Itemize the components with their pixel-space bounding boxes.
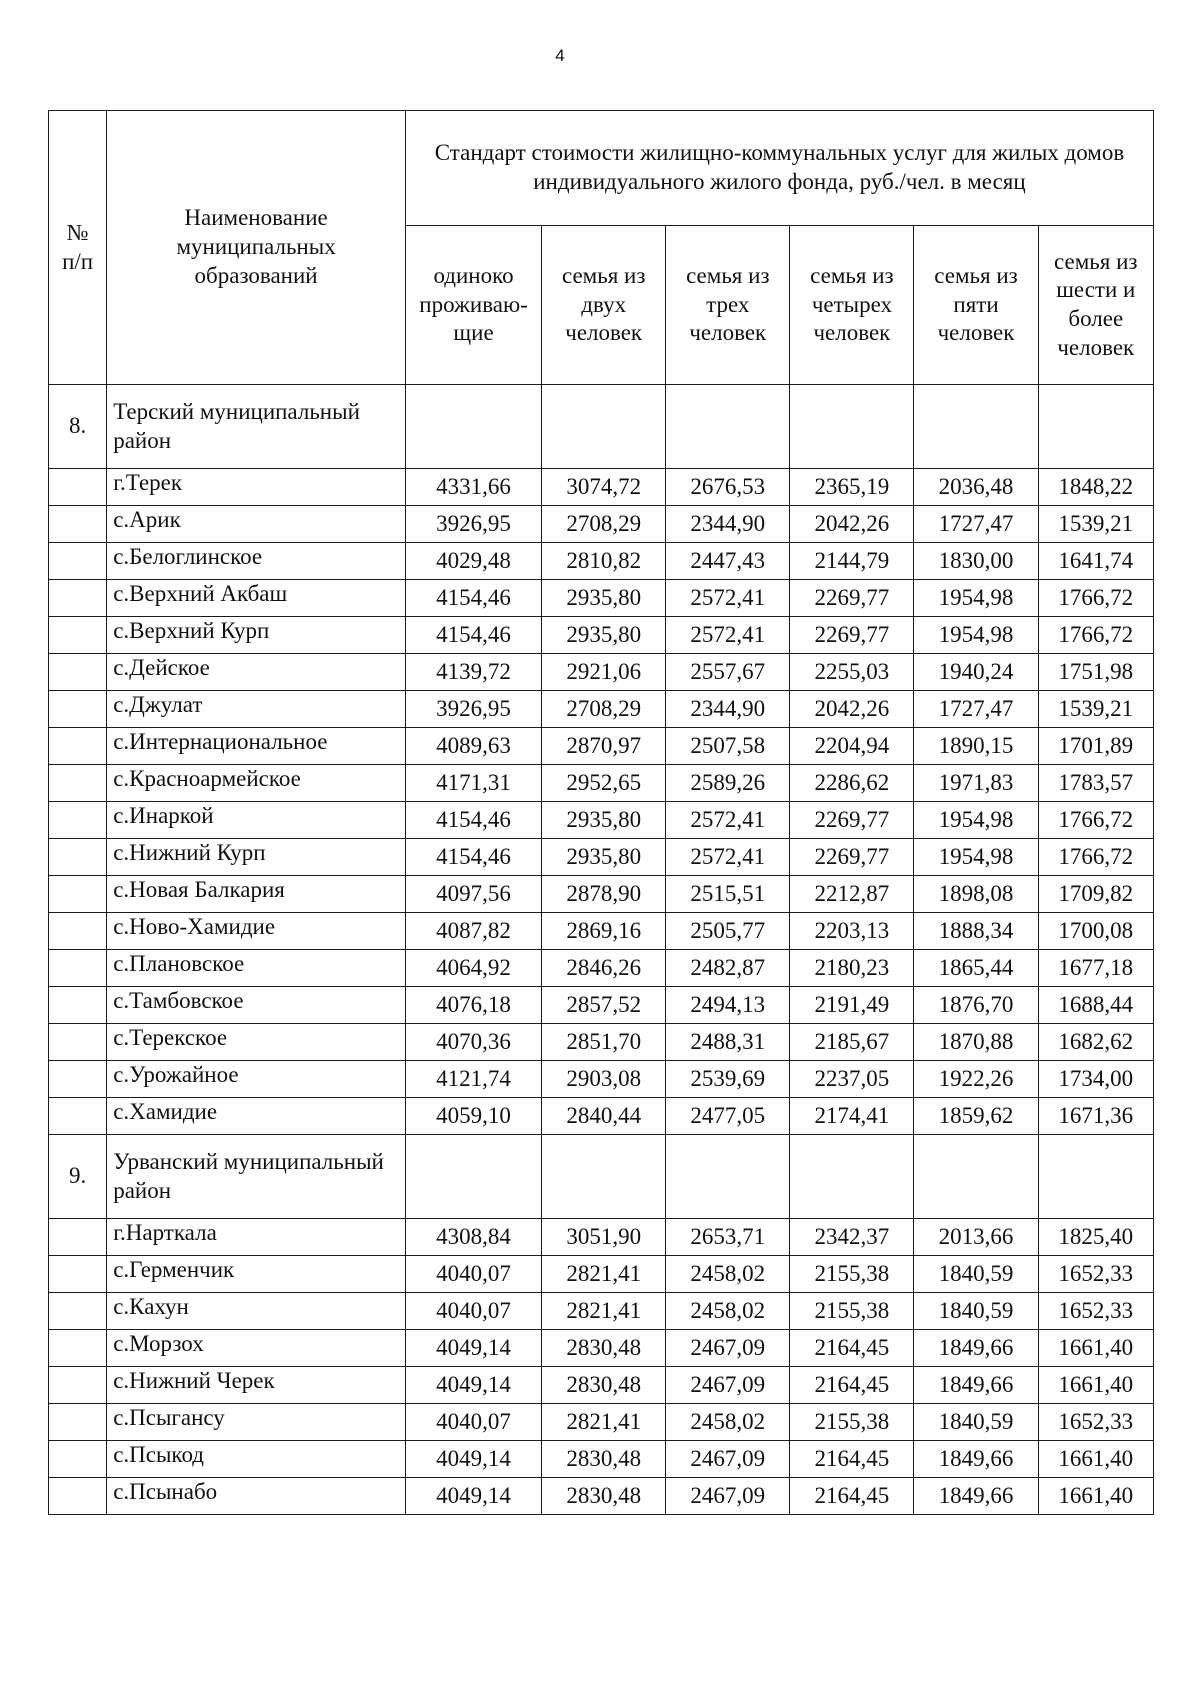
table-row bbox=[49, 1219, 1154, 1256]
row-number-cell bbox=[49, 1061, 107, 1098]
cost-value: 2572,41 bbox=[666, 617, 790, 654]
cost-value: 2653,71 bbox=[666, 1219, 790, 1256]
cost-value: 4070,36 bbox=[405, 1024, 541, 1061]
municipality-name: с.Кахун bbox=[107, 1293, 406, 1330]
empty-cell bbox=[542, 1135, 666, 1219]
cost-value: 2255,03 bbox=[790, 654, 914, 691]
cost-value: 1766,72 bbox=[1038, 617, 1153, 654]
table-body bbox=[49, 385, 1154, 1515]
municipality-name: с.Ново-Хамидие bbox=[107, 913, 406, 950]
cost-value: 2708,29 bbox=[542, 506, 666, 543]
cost-value: 2830,48 bbox=[542, 1441, 666, 1478]
header-cost-standard: Стандарт стоимости жилищно-коммунальных услуг для жилых домов индивидуального жилого фонда, руб./чел. в месяц bbox=[405, 111, 1153, 226]
cost-value: 2237,05 bbox=[790, 1061, 914, 1098]
cost-value: 1641,74 bbox=[1038, 543, 1153, 580]
row-number-cell bbox=[49, 987, 107, 1024]
cost-value: 2482,87 bbox=[666, 950, 790, 987]
cost-value: 1849,66 bbox=[914, 1478, 1038, 1515]
header-family-of-five: семья из пяти человек bbox=[914, 226, 1038, 385]
cost-value: 2269,77 bbox=[790, 839, 914, 876]
cost-value: 2935,80 bbox=[542, 839, 666, 876]
cost-value: 3926,95 bbox=[405, 691, 541, 728]
table-row bbox=[49, 469, 1154, 506]
row-number-cell bbox=[49, 1441, 107, 1478]
cost-value: 1661,40 bbox=[1038, 1478, 1153, 1515]
cost-value: 1849,66 bbox=[914, 1367, 1038, 1404]
cost-value: 1727,47 bbox=[914, 506, 1038, 543]
cost-value: 2447,43 bbox=[666, 543, 790, 580]
cost-value: 1870,88 bbox=[914, 1024, 1038, 1061]
cost-value: 3051,90 bbox=[542, 1219, 666, 1256]
cost-value: 2676,53 bbox=[666, 469, 790, 506]
cost-value: 1652,33 bbox=[1038, 1256, 1153, 1293]
table-row bbox=[49, 802, 1154, 839]
cost-value: 4154,46 bbox=[405, 617, 541, 654]
cost-value: 1954,98 bbox=[914, 839, 1038, 876]
empty-cell bbox=[790, 385, 914, 469]
cost-value: 1727,47 bbox=[914, 691, 1038, 728]
cost-value: 2042,26 bbox=[790, 691, 914, 728]
cost-value: 2477,05 bbox=[666, 1098, 790, 1135]
cost-value: 4040,07 bbox=[405, 1404, 541, 1441]
cost-value: 2515,51 bbox=[666, 876, 790, 913]
cost-value: 2935,80 bbox=[542, 802, 666, 839]
cost-value: 2185,67 bbox=[790, 1024, 914, 1061]
municipality-name: с.Псыгансу bbox=[107, 1404, 406, 1441]
section-row bbox=[49, 385, 1154, 469]
section-name: Терский муниципальный район bbox=[107, 385, 406, 469]
row-number-cell bbox=[49, 728, 107, 765]
row-number-cell bbox=[49, 1404, 107, 1441]
municipality-name: с.Плановское bbox=[107, 950, 406, 987]
cost-value: 1700,08 bbox=[1038, 913, 1153, 950]
cost-value: 1766,72 bbox=[1038, 580, 1153, 617]
cost-value: 1701,89 bbox=[1038, 728, 1153, 765]
table-row bbox=[49, 654, 1154, 691]
row-number-cell bbox=[49, 1367, 107, 1404]
cost-value: 4040,07 bbox=[405, 1256, 541, 1293]
municipality-name: с.Псынабо bbox=[107, 1478, 406, 1515]
municipality-name: с.Новая Балкария bbox=[107, 876, 406, 913]
cost-value: 2935,80 bbox=[542, 617, 666, 654]
cost-value: 3074,72 bbox=[542, 469, 666, 506]
cost-value: 1539,21 bbox=[1038, 506, 1153, 543]
table-row bbox=[49, 691, 1154, 728]
cost-value: 2467,09 bbox=[666, 1330, 790, 1367]
municipality-name: с.Инаркой bbox=[107, 802, 406, 839]
cost-value: 2164,45 bbox=[790, 1367, 914, 1404]
cost-value: 2830,48 bbox=[542, 1330, 666, 1367]
municipality-name: с.Хамидие bbox=[107, 1098, 406, 1135]
municipality-name: с.Интернациональное bbox=[107, 728, 406, 765]
cost-value: 4059,10 bbox=[405, 1098, 541, 1135]
cost-value: 2846,26 bbox=[542, 950, 666, 987]
row-number-cell bbox=[49, 580, 107, 617]
cost-value: 1671,36 bbox=[1038, 1098, 1153, 1135]
cost-value: 1766,72 bbox=[1038, 839, 1153, 876]
table-row bbox=[49, 543, 1154, 580]
municipality-name: г.Нарткала bbox=[107, 1219, 406, 1256]
section-number: 8. bbox=[49, 385, 107, 469]
cost-value: 2174,41 bbox=[790, 1098, 914, 1135]
municipality-name: г.Терек bbox=[107, 469, 406, 506]
cost-value: 2572,41 bbox=[666, 802, 790, 839]
empty-cell bbox=[405, 385, 541, 469]
row-number-cell bbox=[49, 839, 107, 876]
cost-value: 2155,38 bbox=[790, 1404, 914, 1441]
municipality-name: с.Дейское bbox=[107, 654, 406, 691]
cost-value: 1661,40 bbox=[1038, 1367, 1153, 1404]
row-number-cell bbox=[49, 1256, 107, 1293]
cost-value: 1940,24 bbox=[914, 654, 1038, 691]
table-row bbox=[49, 1098, 1154, 1135]
cost-value: 2155,38 bbox=[790, 1256, 914, 1293]
cost-value: 1539,21 bbox=[1038, 691, 1153, 728]
cost-value: 2851,70 bbox=[542, 1024, 666, 1061]
row-number-cell bbox=[49, 617, 107, 654]
row-number-cell bbox=[49, 506, 107, 543]
cost-value: 2488,31 bbox=[666, 1024, 790, 1061]
cost-value: 1890,15 bbox=[914, 728, 1038, 765]
page-number: 4 bbox=[555, 46, 565, 65]
header-family-of-two: семья из двух человек bbox=[542, 226, 666, 385]
cost-value: 2821,41 bbox=[542, 1404, 666, 1441]
cost-value: 2869,16 bbox=[542, 913, 666, 950]
section-name: Урванский муниципальный район bbox=[107, 1135, 406, 1219]
table-row bbox=[49, 1441, 1154, 1478]
empty-cell bbox=[542, 385, 666, 469]
cost-value: 2458,02 bbox=[666, 1404, 790, 1441]
cost-value: 2589,26 bbox=[666, 765, 790, 802]
municipality-name: с.Нижний Курп bbox=[107, 839, 406, 876]
empty-cell bbox=[1038, 385, 1153, 469]
row-number-cell bbox=[49, 1098, 107, 1135]
cost-value: 2365,19 bbox=[790, 469, 914, 506]
cost-value: 1840,59 bbox=[914, 1256, 1038, 1293]
cost-value: 2821,41 bbox=[542, 1256, 666, 1293]
cost-value: 2164,45 bbox=[790, 1330, 914, 1367]
cost-value: 2344,90 bbox=[666, 691, 790, 728]
cost-value: 2557,67 bbox=[666, 654, 790, 691]
empty-cell bbox=[405, 1135, 541, 1219]
cost-value: 1734,00 bbox=[1038, 1061, 1153, 1098]
cost-value: 4049,14 bbox=[405, 1441, 541, 1478]
cost-value: 1766,72 bbox=[1038, 802, 1153, 839]
empty-cell bbox=[666, 385, 790, 469]
empty-cell bbox=[914, 385, 1038, 469]
cost-value: 1876,70 bbox=[914, 987, 1038, 1024]
table-row bbox=[49, 1367, 1154, 1404]
row-number-cell bbox=[49, 1024, 107, 1061]
cost-value: 1971,83 bbox=[914, 765, 1038, 802]
empty-cell bbox=[914, 1135, 1038, 1219]
cost-value: 2935,80 bbox=[542, 580, 666, 617]
municipality-name: с.Белоглинское bbox=[107, 543, 406, 580]
table-row bbox=[49, 839, 1154, 876]
cost-value: 2036,48 bbox=[914, 469, 1038, 506]
row-number-cell bbox=[49, 691, 107, 728]
cost-value: 2494,13 bbox=[666, 987, 790, 1024]
cost-value: 2952,65 bbox=[542, 765, 666, 802]
cost-value: 1954,98 bbox=[914, 617, 1038, 654]
cost-value: 1888,34 bbox=[914, 913, 1038, 950]
table-row bbox=[49, 876, 1154, 913]
cost-value: 4139,72 bbox=[405, 654, 541, 691]
cost-value: 1954,98 bbox=[914, 580, 1038, 617]
table-row bbox=[49, 987, 1154, 1024]
cost-value: 4121,74 bbox=[405, 1061, 541, 1098]
header-single-resident: одиноко проживаю-щие bbox=[405, 226, 541, 385]
cost-value: 2342,37 bbox=[790, 1219, 914, 1256]
cost-value: 2830,48 bbox=[542, 1478, 666, 1515]
header-family-of-four: семья из четырех человек bbox=[790, 226, 914, 385]
municipality-name: с.Тамбовское bbox=[107, 987, 406, 1024]
table-header bbox=[49, 111, 1154, 385]
municipality-name: с.Герменчик bbox=[107, 1256, 406, 1293]
cost-value: 2204,94 bbox=[790, 728, 914, 765]
cost-value: 1830,00 bbox=[914, 543, 1038, 580]
row-number-cell bbox=[49, 654, 107, 691]
municipality-name: с.Морзох bbox=[107, 1330, 406, 1367]
cost-value: 2269,77 bbox=[790, 802, 914, 839]
row-number-cell bbox=[49, 543, 107, 580]
cost-value: 2013,66 bbox=[914, 1219, 1038, 1256]
cost-value: 2878,90 bbox=[542, 876, 666, 913]
cost-value: 2505,77 bbox=[666, 913, 790, 950]
header-municipality: Наименование муниципальных образований bbox=[107, 111, 406, 385]
cost-value: 1709,82 bbox=[1038, 876, 1153, 913]
table-row bbox=[49, 1330, 1154, 1367]
cost-value: 1922,26 bbox=[914, 1061, 1038, 1098]
municipality-name: с.Верхний Курп bbox=[107, 617, 406, 654]
header-family-of-six-plus: семья из шести и более человек bbox=[1038, 226, 1153, 385]
cost-value: 1677,18 bbox=[1038, 950, 1153, 987]
cost-value: 1848,22 bbox=[1038, 469, 1153, 506]
cost-value: 2903,08 bbox=[542, 1061, 666, 1098]
cost-value: 1652,33 bbox=[1038, 1293, 1153, 1330]
row-number-cell bbox=[49, 950, 107, 987]
row-number-cell bbox=[49, 802, 107, 839]
cost-value: 3926,95 bbox=[405, 506, 541, 543]
empty-cell bbox=[790, 1135, 914, 1219]
cost-value: 2269,77 bbox=[790, 617, 914, 654]
cost-value: 4087,82 bbox=[405, 913, 541, 950]
cost-value: 4154,46 bbox=[405, 839, 541, 876]
cost-value: 2467,09 bbox=[666, 1441, 790, 1478]
cost-value: 2180,23 bbox=[790, 950, 914, 987]
table-row bbox=[49, 765, 1154, 802]
municipality-name: с.Псыкод bbox=[107, 1441, 406, 1478]
municipality-name: с.Нижний Черек bbox=[107, 1367, 406, 1404]
municipality-name: с.Красноармейское bbox=[107, 765, 406, 802]
table-row bbox=[49, 1061, 1154, 1098]
cost-value: 1682,62 bbox=[1038, 1024, 1153, 1061]
cost-value: 4171,31 bbox=[405, 765, 541, 802]
cost-value: 1865,44 bbox=[914, 950, 1038, 987]
cost-value: 4089,63 bbox=[405, 728, 541, 765]
municipality-name: с.Терекское bbox=[107, 1024, 406, 1061]
cost-value: 2507,58 bbox=[666, 728, 790, 765]
cost-value: 2572,41 bbox=[666, 839, 790, 876]
cost-value: 2921,06 bbox=[542, 654, 666, 691]
municipality-name: с.Верхний Акбаш bbox=[107, 580, 406, 617]
table-row bbox=[49, 1293, 1154, 1330]
cost-value: 2286,62 bbox=[790, 765, 914, 802]
row-number-cell bbox=[49, 765, 107, 802]
cost-value: 2810,82 bbox=[542, 543, 666, 580]
header-number: № п/п bbox=[49, 111, 107, 385]
cost-value: 1849,66 bbox=[914, 1441, 1038, 1478]
table-row bbox=[49, 1478, 1154, 1515]
cost-value: 2269,77 bbox=[790, 580, 914, 617]
cost-value: 4308,84 bbox=[405, 1219, 541, 1256]
cost-value: 2572,41 bbox=[666, 580, 790, 617]
cost-value: 2144,79 bbox=[790, 543, 914, 580]
cost-value: 4097,56 bbox=[405, 876, 541, 913]
municipality-name: с.Арик bbox=[107, 506, 406, 543]
cost-value: 2840,44 bbox=[542, 1098, 666, 1135]
empty-cell bbox=[1038, 1135, 1153, 1219]
cost-value: 2042,26 bbox=[790, 506, 914, 543]
cost-value: 4076,18 bbox=[405, 987, 541, 1024]
row-number-cell bbox=[49, 1478, 107, 1515]
cost-value: 4154,46 bbox=[405, 580, 541, 617]
table-row bbox=[49, 1024, 1154, 1061]
table-row bbox=[49, 580, 1154, 617]
cost-value: 4049,14 bbox=[405, 1478, 541, 1515]
cost-value: 2857,52 bbox=[542, 987, 666, 1024]
cost-value: 2708,29 bbox=[542, 691, 666, 728]
tariff-table bbox=[48, 110, 1154, 1515]
cost-value: 2458,02 bbox=[666, 1256, 790, 1293]
table-row bbox=[49, 506, 1154, 543]
table-row bbox=[49, 617, 1154, 654]
cost-value: 4040,07 bbox=[405, 1293, 541, 1330]
cost-value: 1840,59 bbox=[914, 1293, 1038, 1330]
cost-value: 2821,41 bbox=[542, 1293, 666, 1330]
row-number-cell bbox=[49, 469, 107, 506]
cost-value: 4049,14 bbox=[405, 1367, 541, 1404]
cost-value: 1751,98 bbox=[1038, 654, 1153, 691]
row-number-cell bbox=[49, 1330, 107, 1367]
cost-value: 2191,49 bbox=[790, 987, 914, 1024]
cost-value: 1783,57 bbox=[1038, 765, 1153, 802]
cost-value: 2155,38 bbox=[790, 1293, 914, 1330]
cost-value: 1688,44 bbox=[1038, 987, 1153, 1024]
section-row bbox=[49, 1135, 1154, 1219]
row-number-cell bbox=[49, 913, 107, 950]
cost-value: 2870,97 bbox=[542, 728, 666, 765]
row-number-cell bbox=[49, 876, 107, 913]
table-row bbox=[49, 728, 1154, 765]
cost-value: 2830,48 bbox=[542, 1367, 666, 1404]
section-number: 9. bbox=[49, 1135, 107, 1219]
cost-value: 1849,66 bbox=[914, 1330, 1038, 1367]
cost-value: 2458,02 bbox=[666, 1293, 790, 1330]
municipality-name: с.Джулат bbox=[107, 691, 406, 728]
cost-value: 2164,45 bbox=[790, 1478, 914, 1515]
cost-value: 1954,98 bbox=[914, 802, 1038, 839]
cost-value: 4029,48 bbox=[405, 543, 541, 580]
cost-value: 1652,33 bbox=[1038, 1404, 1153, 1441]
cost-value: 4064,92 bbox=[405, 950, 541, 987]
cost-value: 4331,66 bbox=[405, 469, 541, 506]
cost-value: 1898,08 bbox=[914, 876, 1038, 913]
cost-value: 2212,87 bbox=[790, 876, 914, 913]
cost-value: 2467,09 bbox=[666, 1478, 790, 1515]
header-family-of-three: семья из трех человек bbox=[666, 226, 790, 385]
table-row bbox=[49, 950, 1154, 987]
cost-value: 1661,40 bbox=[1038, 1330, 1153, 1367]
cost-value: 1825,40 bbox=[1038, 1219, 1153, 1256]
row-number-cell bbox=[49, 1219, 107, 1256]
municipality-name: с.Урожайное bbox=[107, 1061, 406, 1098]
cost-value: 4154,46 bbox=[405, 802, 541, 839]
cost-value: 2203,13 bbox=[790, 913, 914, 950]
cost-value: 1859,62 bbox=[914, 1098, 1038, 1135]
table-row bbox=[49, 1256, 1154, 1293]
cost-value: 2344,90 bbox=[666, 506, 790, 543]
cost-value: 2164,45 bbox=[790, 1441, 914, 1478]
empty-cell bbox=[666, 1135, 790, 1219]
row-number-cell bbox=[49, 1293, 107, 1330]
cost-value: 2539,69 bbox=[666, 1061, 790, 1098]
cost-value: 1661,40 bbox=[1038, 1441, 1153, 1478]
cost-value: 1840,59 bbox=[914, 1404, 1038, 1441]
table-row bbox=[49, 1404, 1154, 1441]
table-row bbox=[49, 913, 1154, 950]
cost-value: 4049,14 bbox=[405, 1330, 541, 1367]
cost-value: 2467,09 bbox=[666, 1367, 790, 1404]
